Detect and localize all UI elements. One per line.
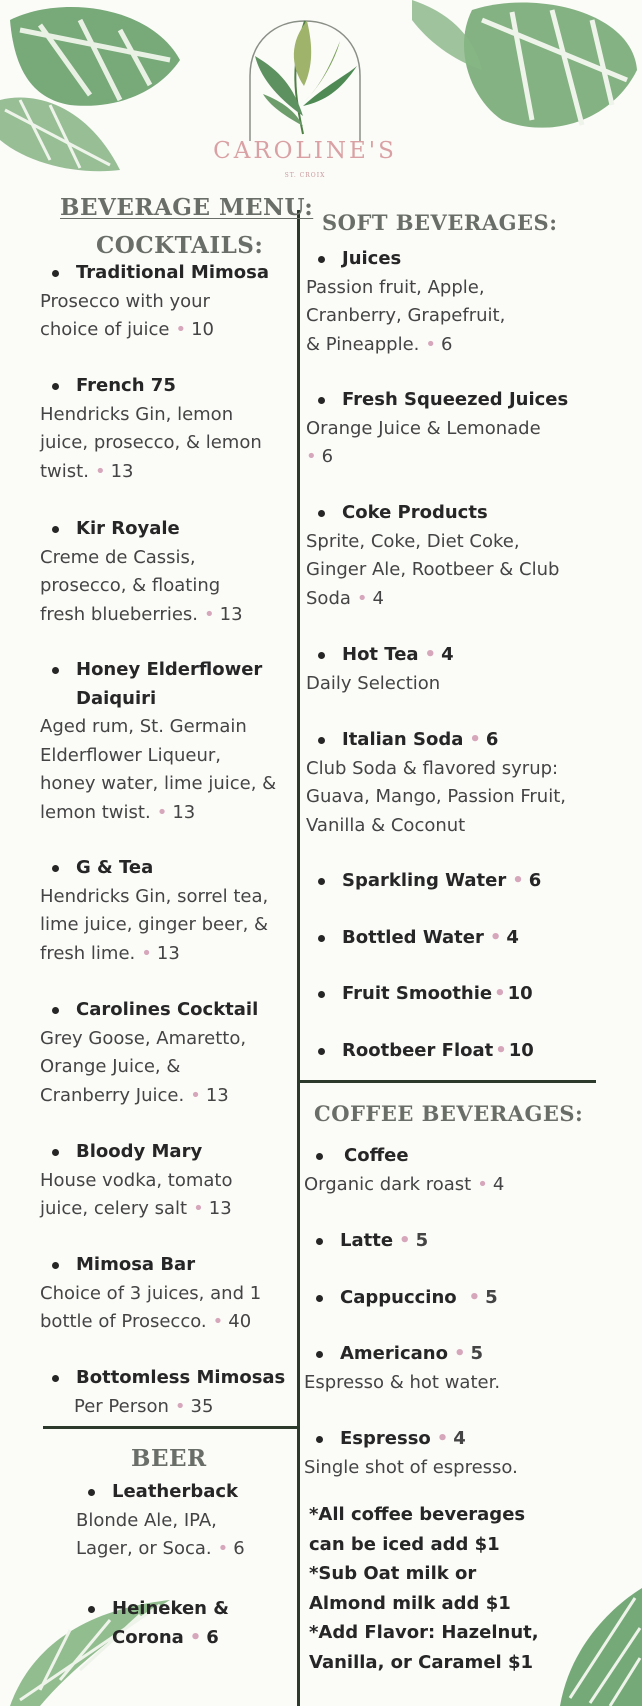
item-price: 4	[506, 927, 519, 948]
item-price: 4	[441, 644, 454, 665]
beer-title: BEER	[131, 1445, 207, 1472]
item-name: Latte	[340, 1230, 394, 1251]
list-item: Coffee Organic dark roast • 4	[304, 1142, 504, 1199]
item-price: 13	[172, 801, 196, 823]
list-item: G & Tea Hendricks Gin, sorrel tea, lime juice, ginger beer, & fresh lime. • 13	[40, 854, 268, 968]
item-name: Kir Royale	[40, 515, 243, 544]
beverage-menu-title: BEVERAGE MENU:	[60, 194, 314, 221]
list-item: Kir Royale Creme de Cassis, prosecco, & floating fresh blueberries. • 13	[40, 515, 243, 629]
item-price: 35	[190, 1395, 214, 1417]
item-price: 4	[372, 587, 384, 609]
item-name: Coke Products	[306, 499, 559, 528]
item-price: 10	[507, 983, 533, 1004]
list-item: Bloody Mary House vodka, tomato juice, celery salt • 13	[40, 1138, 233, 1224]
list-item: Hot Tea • 4 Daily Selection	[306, 641, 454, 698]
list-item: Heineken & Corona • 6	[76, 1595, 229, 1652]
item-price: 4	[492, 1173, 505, 1195]
item-name: Fresh Squeezed Juices	[306, 386, 568, 415]
item-name: Rootbeer Float	[342, 1040, 494, 1061]
item-price: 6	[206, 1626, 219, 1648]
logo-arch-palm-icon	[195, 6, 415, 192]
list-item: Cappuccino • 5	[304, 1284, 498, 1313]
item-price: 13	[110, 460, 134, 482]
monstera-leaf-top-left-icon	[0, 0, 200, 190]
logo	[195, 6, 415, 192]
item-price: 13	[208, 1198, 232, 1219]
item-name: Traditional Mimosa	[40, 259, 269, 288]
list-item: Fresh Squeezed Juices Orange Juice & Lemonade • 6	[306, 386, 568, 472]
list-item: Italian Soda • 6 Club Soda & flavored syrup: Guava, Mango, Passion Fruit, Vanilla & Coconut	[306, 726, 566, 840]
item-name: Bottomless Mimosas	[40, 1364, 285, 1393]
item-name: Heineken &	[76, 1595, 229, 1624]
item-name: Americano	[340, 1343, 448, 1364]
item-name: Honey Elderflower	[40, 656, 276, 685]
item-price: 6	[485, 729, 499, 750]
list-item: Bottled Water • 4	[306, 924, 519, 953]
cocktails-beer-divider	[43, 1426, 298, 1429]
item-name: Hot Tea	[342, 644, 419, 665]
list-item: Honey Elderflower Daiquiri Aged rum, St. Germain Elderflower Liqueur, honey water, lime juice, & lemon twist. • 13	[40, 656, 276, 827]
item-name: Espresso	[340, 1428, 431, 1449]
list-item: Traditional Mimosa Prosecco with your choice of juice • 10	[40, 259, 269, 345]
list-item: Carolines Cocktail Grey Goose, Amaretto, Orange Juice, & Cranberry Juice. • 13	[40, 996, 258, 1110]
list-item: Sparkling Water • 6	[306, 867, 541, 896]
item-name: G & Tea	[40, 854, 268, 883]
item-name: Leatherback	[76, 1478, 245, 1507]
list-item: Espresso • 4 Single shot of espresso.	[304, 1425, 518, 1482]
list-item: Juices Passion fruit, Apple, Cranberry, Grapefruit, & Pineapple. • 6	[306, 245, 505, 359]
item-price: 13	[156, 942, 180, 964]
coffee-notes: *All coffee beverages can be iced add $1 *Sub Oat milk or Almond milk add $1 *Add Flavor: Hazelnut, Vanilla, or Caramel $1	[309, 1504, 539, 1673]
item-name: Juices	[306, 245, 505, 274]
item-name: Sparkling Water	[342, 870, 507, 891]
list-item: Leatherback Blonde Ale, IPA, Lager, or Soca. • 6	[76, 1478, 245, 1564]
item-price: 6	[528, 870, 542, 891]
item-name: Carolines Cocktail	[40, 996, 258, 1025]
item-name: Bottled Water	[342, 927, 484, 948]
item-price: 4	[453, 1428, 466, 1449]
item-name: Mimosa Bar	[40, 1251, 261, 1280]
item-price: 10	[191, 319, 214, 340]
item-price: 13	[205, 1084, 229, 1106]
monstera-leaf-top-right-icon	[412, 0, 642, 150]
list-item: Coke Products Sprite, Coke, Diet Coke, Ginger Ale, Rootbeer & Club Soda • 4	[306, 499, 559, 613]
item-name: Cappuccino	[340, 1287, 457, 1308]
list-item: French 75 Hendricks Gin, lemon juice, prosecco, & lemon twist. • 13	[40, 372, 262, 486]
brand-name: CAROLINE'S	[213, 138, 397, 164]
item-name: Coffee	[304, 1142, 504, 1171]
list-item: Latte • 5	[304, 1227, 428, 1256]
item-price: 13	[219, 603, 243, 625]
soft-beverages-title: SOFT BEVERAGES:	[322, 210, 558, 235]
item-price: 5	[485, 1287, 498, 1308]
item-price: 6	[233, 1538, 245, 1559]
list-item: Mimosa Bar Choice of 3 juices, and 1 bottle of Prosecco. • 40	[40, 1251, 261, 1337]
item-name: Fruit Smoothie	[342, 983, 493, 1004]
list-item: Rootbeer Float • 10	[306, 1037, 534, 1066]
list-item: Fruit Smoothie • 10	[306, 980, 533, 1009]
item-name: French 75	[40, 372, 262, 401]
soft-coffee-divider	[300, 1080, 596, 1083]
item-name: Bloody Mary	[40, 1138, 233, 1167]
item-name: Italian Soda	[342, 729, 464, 750]
item-price: 6	[441, 333, 453, 355]
cocktails-title: COCKTAILS:	[96, 232, 264, 259]
list-item: Bottomless Mimosas Per Person • 35	[40, 1364, 285, 1421]
item-price: 5	[415, 1230, 429, 1251]
column-divider	[297, 210, 300, 1706]
coffee-beverages-title: COFFEE BEVERAGES:	[314, 1101, 584, 1126]
item-price: 40	[228, 1311, 252, 1332]
item-price: 6	[321, 446, 334, 467]
item-price: 10	[508, 1040, 534, 1061]
item-price: 5	[470, 1343, 483, 1364]
list-item: Americano • 5 Espresso & hot water.	[304, 1340, 500, 1397]
palm-leaf-bottom-right-icon	[540, 1588, 642, 1706]
brand-location: ST. CROIX	[284, 172, 326, 179]
